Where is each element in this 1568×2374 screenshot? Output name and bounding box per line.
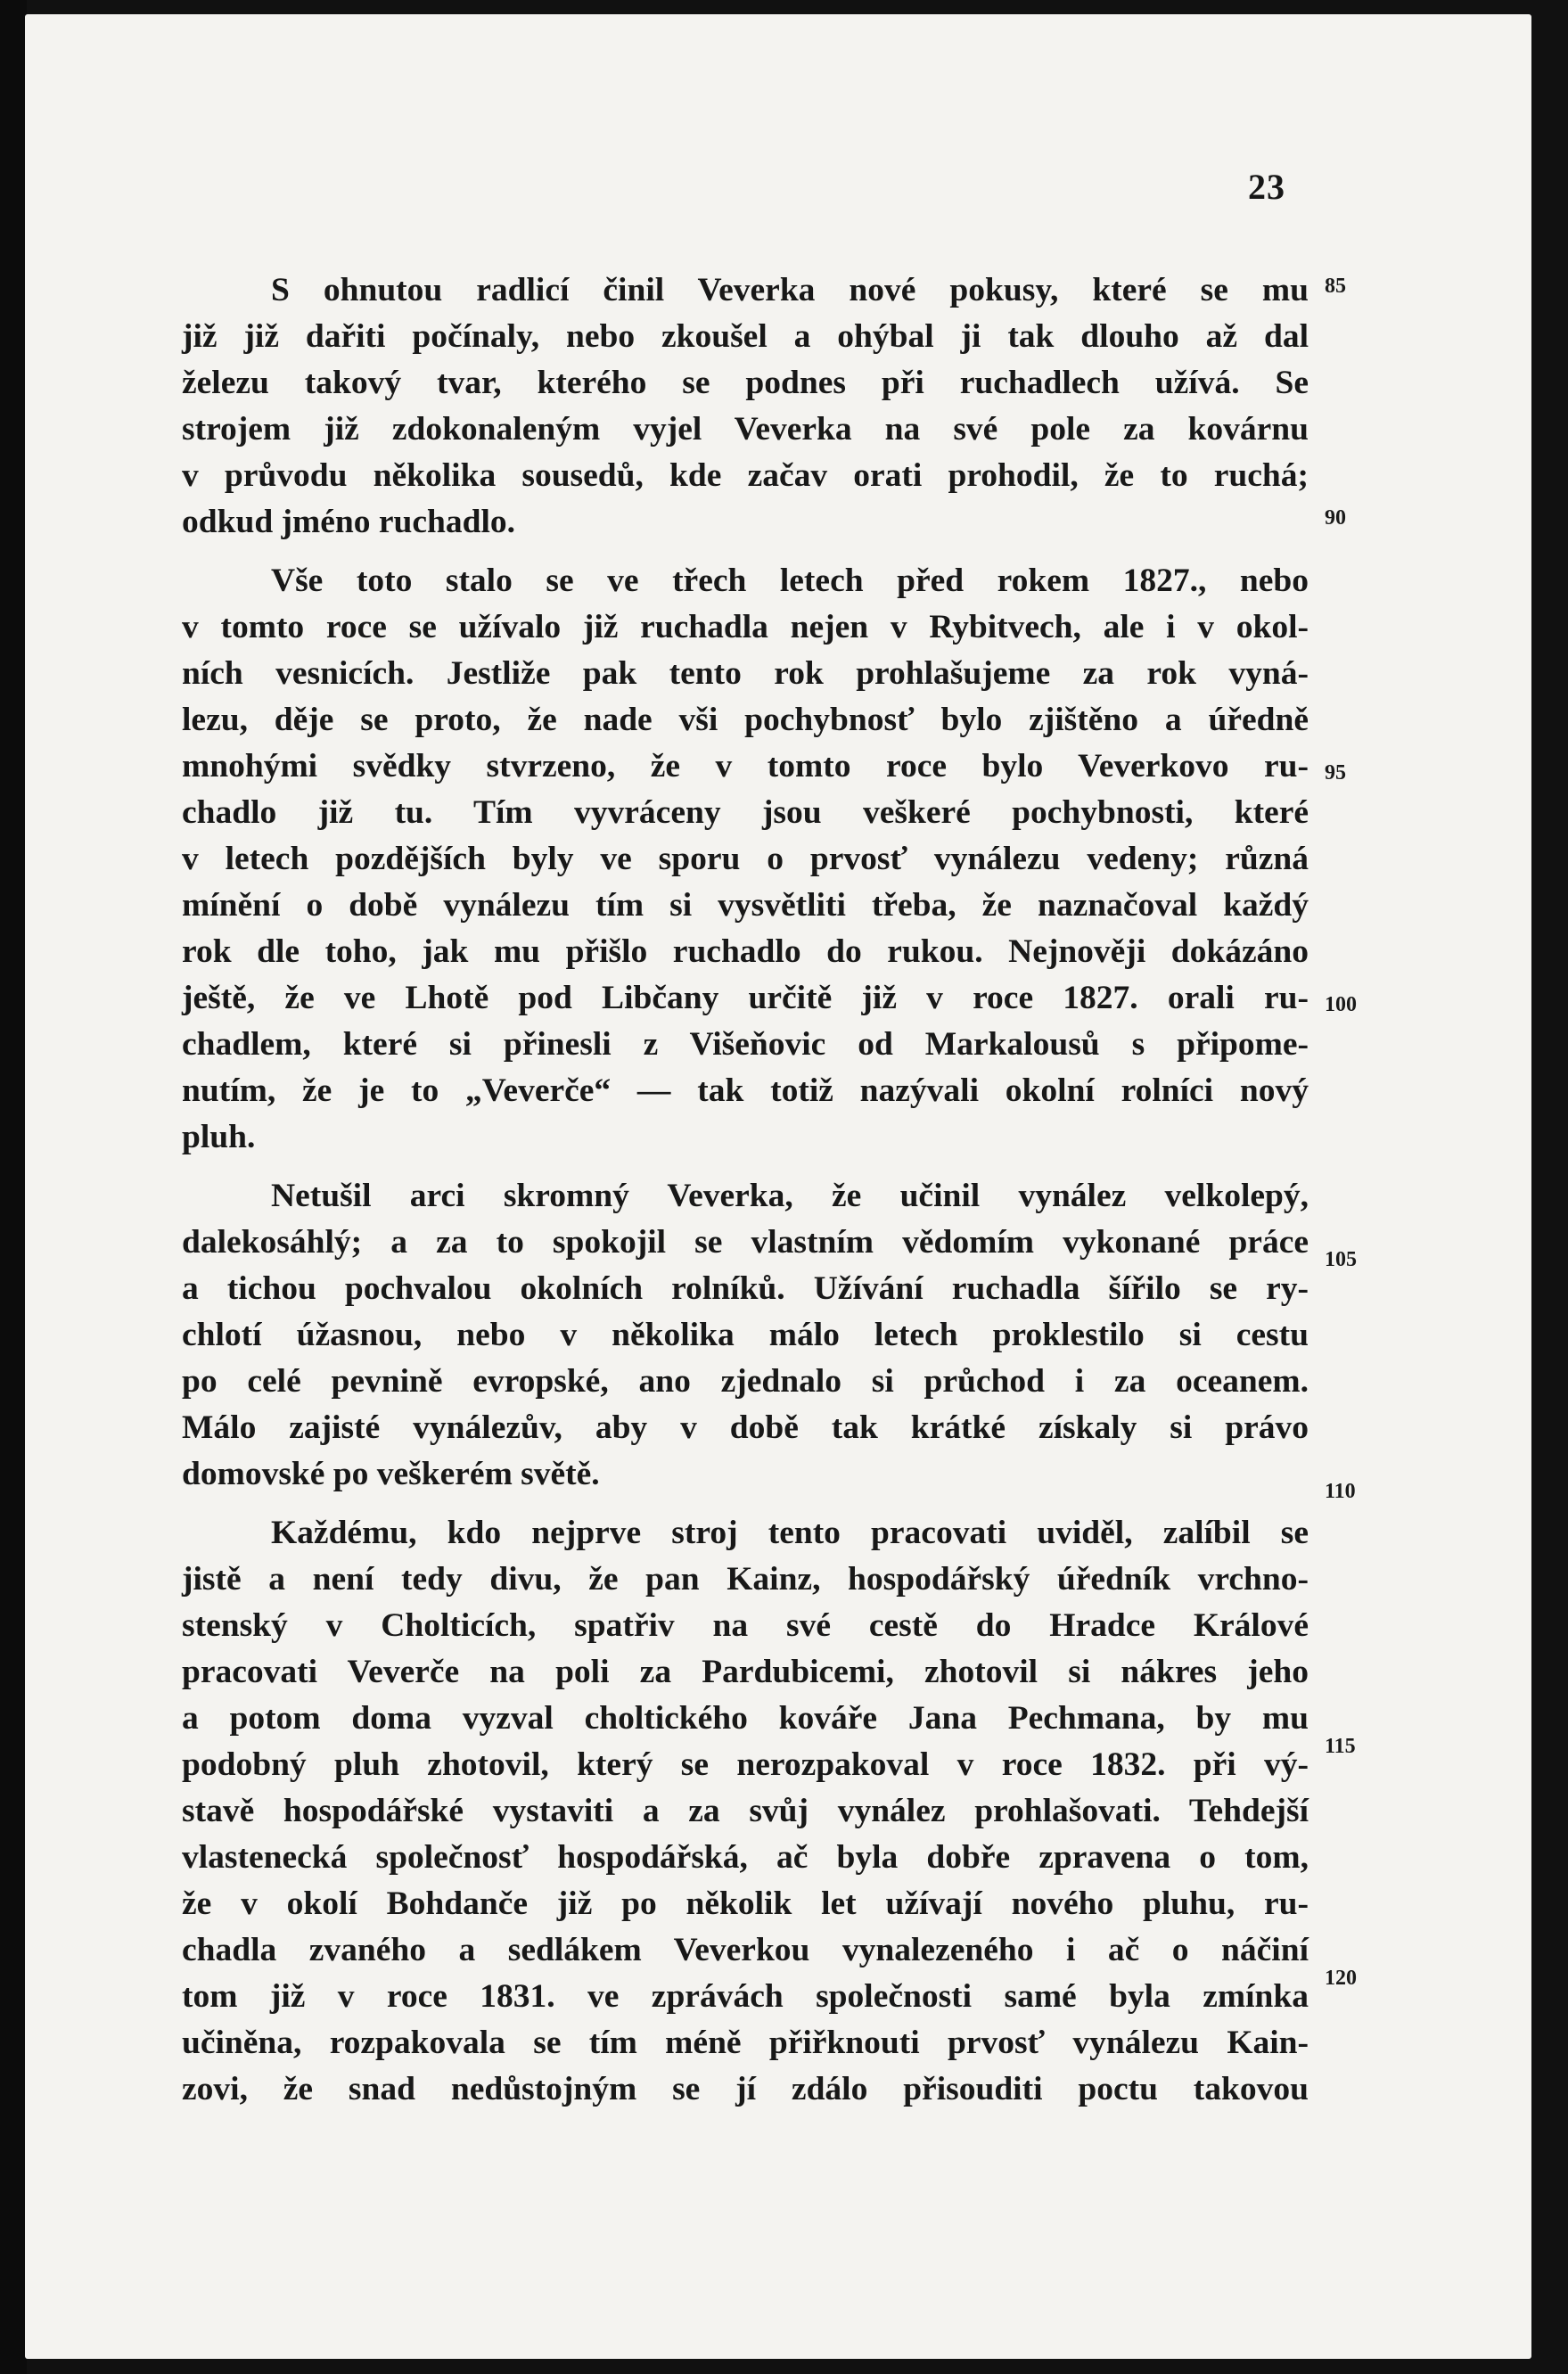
text-line: pluh. — [182, 1119, 256, 1155]
line-number: 110 — [1325, 1480, 1356, 1503]
page-edge — [0, 0, 27, 2374]
text-line: podobný pluh zhotovil, který se nerozpakoval v roce 1832. při vý- — [182, 1746, 1309, 1783]
line-number: 115 — [1325, 1735, 1356, 1758]
text-line: a potom doma vyzval choltického kováře Jana Pechmana, by mu — [182, 1700, 1309, 1737]
text-line: v tomto roce se užívalo již ruchadla nejen v Rybitvech, ale i v okol- — [182, 609, 1309, 645]
text-line: pracovati Veverče na poli za Pardubicemi, zhotovil si nákres jeho — [182, 1654, 1309, 1690]
text-line: mínění o době vynálezu tím si vysvětliti třeba, že naznačoval každý — [182, 887, 1309, 924]
text-line: zovi, že snad nedůstojným se jí zdálo přisouditi poctu takovou — [182, 2071, 1309, 2107]
text-line: Netušil arci skromný Veverka, že učinil vynález velkolepý, — [271, 1178, 1309, 1214]
paragraph — [182, 267, 1309, 546]
text-line: Málo zajisté vynálezův, aby v době tak krátké získaly si právo — [182, 1409, 1309, 1446]
text-line: lezu, děje se proto, že nade vši pochybnosť bylo zjištěno a úředně — [182, 702, 1309, 738]
line-number: 120 — [1325, 1967, 1357, 1990]
text-line: nutím, že je to „Veverče“ — tak totiž nazývali okolní rolníci nový — [182, 1072, 1309, 1109]
text-line: stenský v Cholticích, spatřiv na své cestě do Hradce Králové — [182, 1607, 1309, 1644]
text-line: již již dařiti počínaly, nebo zkoušel a ohýbal ji tak dlouho až dal — [182, 318, 1309, 355]
line-number: 95 — [1325, 761, 1346, 784]
text-line: chadla zvaného a sedlákem Veverkou vynalezeného i ač o náčiní — [182, 1932, 1309, 1968]
text-line: domovské po veškerém světě. — [182, 1456, 600, 1492]
text-line: železu takový tvar, kterého se podnes při ruchadlech užívá. Se — [182, 365, 1309, 401]
text-line: dalekosáhlý; a za to spokojil se vlastním vědomím vykonané práce — [182, 1224, 1309, 1261]
text-line: Vše toto stalo se ve třech letech před rokem 1827., nebo — [271, 563, 1309, 599]
text-line: jistě a není tedy divu, že pan Kainz, hospodářský úředník vrchno- — [182, 1561, 1309, 1598]
text-body — [182, 267, 1309, 2113]
text-line: v průvodu několika sousedů, kde začav orati prohodil, že to ruchá; — [182, 457, 1309, 494]
text-line: strojem již zdokonaleným vyjel Veverka na své pole za kovárnu — [182, 411, 1309, 448]
text-line: a tichou pochvalou okolních rolníků. Užívání ruchadla šířilo se ry- — [182, 1270, 1309, 1307]
text-line: chlotí úžasnou, nebo v několika málo letech proklestilo si cestu — [182, 1317, 1309, 1353]
text-line: ních vesnicích. Jestliže pak tento rok prohlašujeme za rok vyná- — [182, 655, 1309, 692]
paragraph — [182, 1510, 1309, 2113]
text-line: tom již v roce 1831. ve zprávách společnosti samé byla zmínka — [182, 1978, 1309, 2015]
text-line: učiněna, rozpakovala se tím méně přiřknouti prvosť vynálezu Kain- — [182, 2025, 1309, 2061]
text-line: v letech pozdějších byly ve sporu o prvosť vynálezu vedeny; různá — [182, 841, 1309, 877]
text-line: že v okolí Bohdanče již po několik let užívají nového pluhu, ru- — [182, 1885, 1309, 1922]
text-line: chadlo již tu. Tím vyvráceny jsou veškeré pochybnosti, které — [182, 794, 1309, 831]
line-number: 100 — [1325, 993, 1357, 1016]
text-line: vlastenecká společnosť hospodářská, ač byla dobře zpravena o tom, — [182, 1839, 1309, 1876]
text-line: Každému, kdo nejprve stroj tento pracovati uviděl, zalíbil se — [271, 1515, 1309, 1551]
text-line: ještě, že ve Lhotě pod Libčany určitě již v roce 1827. orali ru- — [182, 980, 1309, 1016]
book-page — [25, 14, 1531, 2359]
text-line: odkud jméno ruchadlo. — [182, 504, 516, 540]
paragraph — [182, 1173, 1309, 1498]
line-number: 85 — [1325, 275, 1346, 298]
text-line: po celé pevnině evropské, ano zjednalo si průchod i za oceanem. — [182, 1363, 1309, 1400]
text-line: mnohými svědky stvrzeno, že v tomto roce bylo Veverkovo ru- — [182, 748, 1309, 784]
line-number: 90 — [1325, 506, 1346, 530]
text-line: S ohnutou radlicí činil Veverka nové pokusy, které se mu — [271, 272, 1309, 308]
line-number: 105 — [1325, 1248, 1357, 1271]
text-line: stavě hospodářské vystaviti a za svůj vynález prohlašovati. Tehdejší — [182, 1793, 1309, 1829]
text-line: chadlem, které si přinesli z Višeňovic od Markalousů s připome- — [182, 1026, 1309, 1063]
page-number: 23 — [1248, 167, 1285, 207]
paragraph — [182, 558, 1309, 1161]
text-line: rok dle toho, jak mu přišlo ruchadlo do rukou. Nejnověji dokázáno — [182, 933, 1309, 970]
